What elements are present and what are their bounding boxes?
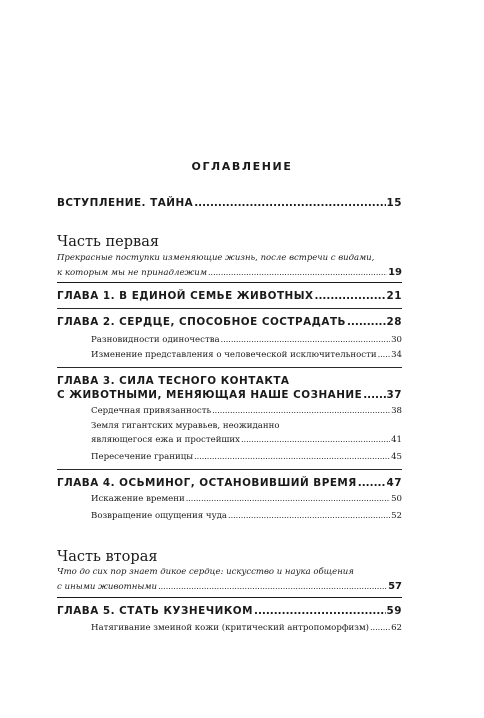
toc-entry-label: ГЛАВА 4. ОСЬМИНОГ, ОСТАНОВИВШИЙ ВРЕМЯ — [57, 477, 357, 489]
toc-page-number: 57 — [388, 581, 402, 592]
toc-entry-ch2-s1[interactable] — [91, 335, 402, 345]
toc-entry-ch5-s1[interactable] — [91, 623, 402, 633]
toc-page-number: 50 — [391, 494, 402, 504]
part2-divider — [57, 597, 402, 598]
part2-title: Часть вторая — [57, 549, 158, 565]
toc-entry-label: Натягивание змеиной кожи (критический антропоморфизм) — [91, 623, 370, 633]
dot-leader — [370, 623, 390, 633]
toc-entry-ch3-s2-line1: Земля гигантских муравьев, неожиданно — [91, 421, 280, 431]
dot-leader — [358, 477, 386, 489]
divider — [57, 367, 402, 368]
toc-entry-ch4[interactable] — [57, 477, 402, 489]
dot-leader — [378, 350, 390, 360]
dot-leader — [186, 494, 390, 504]
toc-entry-label: Искажение времени — [91, 494, 185, 504]
toc-page-number: 28 — [386, 316, 402, 328]
toc-page-number: 41 — [391, 435, 402, 445]
part1-divider — [57, 282, 402, 283]
dot-leader — [212, 406, 390, 416]
toc-entry-ch3-s1[interactable] — [91, 406, 402, 416]
dot-leader — [254, 605, 386, 617]
toc-page-number: 45 — [391, 452, 402, 462]
toc-page-number: 37 — [386, 389, 402, 401]
toc-entry-part1[interactable] — [57, 267, 402, 278]
dot-leader — [347, 316, 386, 328]
toc-entry-ch5[interactable] — [57, 605, 402, 617]
part1-subtitle-line1: Прекрасные поступки изменяющие жизнь, после встречи с видами, — [57, 253, 375, 263]
toc-entry-ch1[interactable] — [57, 290, 402, 302]
part1-subtitle-line2: к которым мы не принадлежим — [57, 268, 207, 278]
toc-page-number: 47 — [386, 477, 402, 489]
toc-page-number: 19 — [388, 267, 402, 278]
dot-leader — [363, 389, 385, 401]
toc-page-number: 21 — [386, 290, 402, 302]
toc-entry-label: являющегося ежа и простейших — [91, 435, 240, 445]
toc-entry-label: С ЖИВОТНЫМИ, МЕНЯЮЩАЯ НАШЕ СОЗНАНИЕ — [57, 389, 363, 401]
toc-page-number: 34 — [391, 350, 402, 360]
part1-title: Часть первая — [57, 234, 159, 250]
toc-entry-label: ГЛАВА 1. В ЕДИНОЙ СЕМЬЕ ЖИВОТНЫХ — [57, 290, 314, 302]
dot-leader — [241, 435, 390, 445]
toc-entry-label: ГЛАВА 2. СЕРДЦЕ, СПОСОБНОЕ СОСТРАДАТЬ — [57, 316, 346, 328]
toc-entry-ch2-s2[interactable] — [91, 350, 402, 360]
divider — [57, 469, 402, 470]
dot-leader — [315, 290, 386, 302]
toc-entry-label: ГЛАВА 5. СТАТЬ КУЗНЕЧИКОМ — [57, 605, 253, 617]
toc-entry-label: Возвращение ощущения чуда — [91, 511, 228, 521]
toc-entry-ch4-s1[interactable] — [91, 494, 402, 504]
toc-entry-ch3-s2[interactable] — [91, 435, 402, 445]
toc-entry-ch3-line1: ГЛАВА 3. СИЛА ТЕСНОГО КОНТАКТА — [57, 375, 290, 387]
toc-page-number: 59 — [386, 605, 402, 617]
dot-leader — [158, 582, 387, 592]
toc-page-number: 15 — [386, 197, 402, 209]
toc-page-number: 38 — [391, 406, 402, 416]
toc-page-number: 30 — [391, 335, 402, 345]
toc-entry-intro[interactable] — [57, 197, 402, 209]
toc-entry-part2[interactable] — [57, 581, 402, 592]
toc-entry-label: Сердечная привязанность — [91, 406, 212, 416]
toc-page-number: 52 — [391, 511, 402, 521]
dot-leader — [208, 268, 387, 278]
dot-leader — [194, 452, 390, 462]
toc-entry-label: Разновидности одиночества — [91, 335, 220, 345]
toc-page-number: 62 — [391, 623, 402, 633]
toc-entry-ch4-s2[interactable] — [91, 511, 402, 521]
dot-leader — [228, 511, 390, 521]
toc-heading: ОГЛАВЛЕНИЕ — [191, 160, 293, 173]
toc-entry-ch3[interactable] — [57, 389, 402, 401]
toc-entry-ch3-s3[interactable] — [91, 452, 402, 462]
dot-leader — [221, 335, 390, 345]
dot-leader — [194, 197, 385, 209]
toc-entry-ch2[interactable] — [57, 316, 402, 328]
toc-entry-label: Изменение представления о человеческой исключительности — [91, 350, 377, 360]
divider — [57, 308, 402, 309]
toc-entry-label: Пересечение границы — [91, 452, 194, 462]
part2-subtitle-line1: Что до сих пор знает дикое сердце: искусство и наука общения — [57, 567, 354, 577]
toc-entry-label: ВСТУПЛЕНИЕ. ТАЙНА — [57, 197, 194, 209]
part2-subtitle-line2: с иными животными — [57, 582, 158, 592]
